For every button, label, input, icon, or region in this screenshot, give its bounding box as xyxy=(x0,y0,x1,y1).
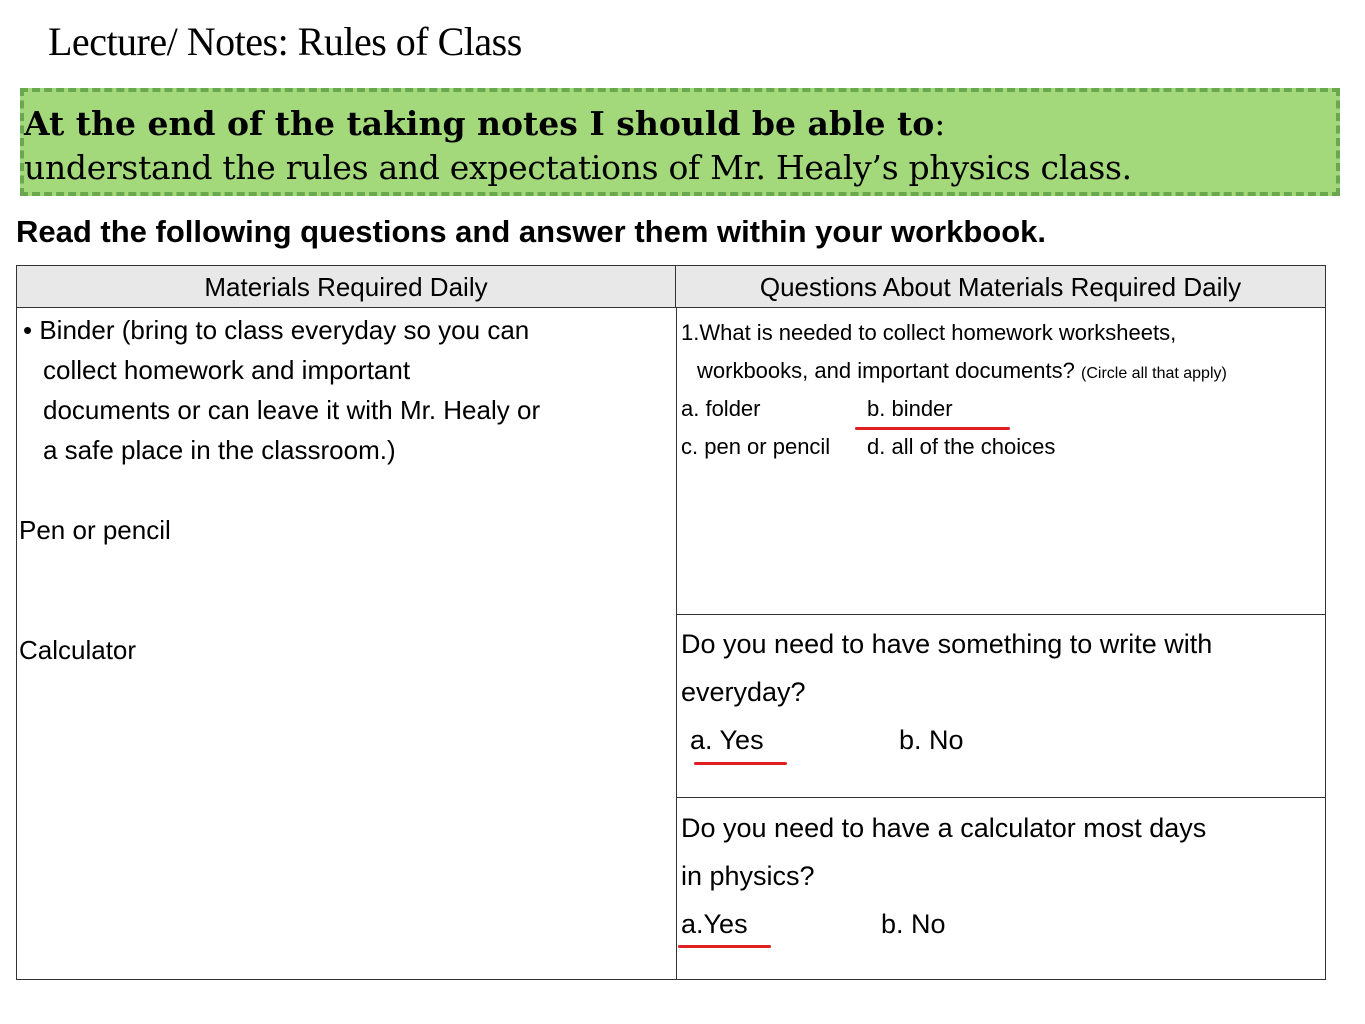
q2-line-1: Do you need to have something to write with xyxy=(681,629,1213,659)
calculator-item xyxy=(19,630,136,670)
q2-answer-mark xyxy=(694,762,787,765)
objective-box xyxy=(20,88,1340,196)
q3-answer-mark xyxy=(678,945,771,948)
q3-line-2: in physics? xyxy=(681,861,815,891)
binder-line-2: collect homework and important xyxy=(43,355,411,385)
q2-option-a: a. Yes xyxy=(690,725,764,755)
objective-heading-bold: At the end of the taking notes I should be able to xyxy=(24,104,935,143)
q1-option-a: a. folder xyxy=(681,396,761,421)
page-title: Lecture/ Notes: Rules of Class xyxy=(48,19,522,64)
q1-option-d: d. all of the choices xyxy=(867,434,1056,459)
objective-colon: : xyxy=(934,104,946,143)
q2-line-2: everyday? xyxy=(681,677,806,707)
q3-option-a: a.Yes xyxy=(681,909,748,939)
q1-option-c: c. pen or pencil xyxy=(681,434,831,459)
materials-table xyxy=(16,265,1326,980)
row-divider-1 xyxy=(676,614,1326,615)
q1-option-b: b. binder xyxy=(867,396,953,421)
q3-line-1: Do you need to have a calculator most days xyxy=(681,813,1207,843)
pen-label: Pen or pencil xyxy=(19,515,171,545)
calculator-label: Calculator xyxy=(19,635,137,665)
objective-text: understand the rules and expectations of Mr. Healy’s physics class. xyxy=(24,148,1132,187)
q1-answer-mark xyxy=(855,427,1010,430)
header-questions: Questions About Materials Required Daily xyxy=(676,266,1325,308)
instruction-text: Read the following questions and answer them within your workbook. xyxy=(16,214,1046,249)
binder-line-4: a safe place in the classroom.) xyxy=(43,435,396,465)
q1-line-1: 1.What is needed to collect homework worksheets, xyxy=(681,320,1177,345)
column-divider xyxy=(676,308,677,980)
q1-line-2-text: workbooks, and important documents? xyxy=(697,358,1075,383)
binder-line-3: documents or can leave it with Mr. Healy or xyxy=(43,395,541,425)
objective-heading xyxy=(24,102,1336,146)
row-divider-2 xyxy=(676,797,1326,798)
q1-note: (Circle all that apply) xyxy=(1081,365,1227,382)
q3-option-b: b. No xyxy=(881,909,946,939)
header-materials: Materials Required Daily xyxy=(17,266,676,308)
q1-line-2 xyxy=(697,352,1227,393)
q2-option-b: b. No xyxy=(899,725,964,755)
pen-item xyxy=(19,510,171,550)
binder-line-1: • Binder (bring to class everyday so you can xyxy=(23,315,530,345)
